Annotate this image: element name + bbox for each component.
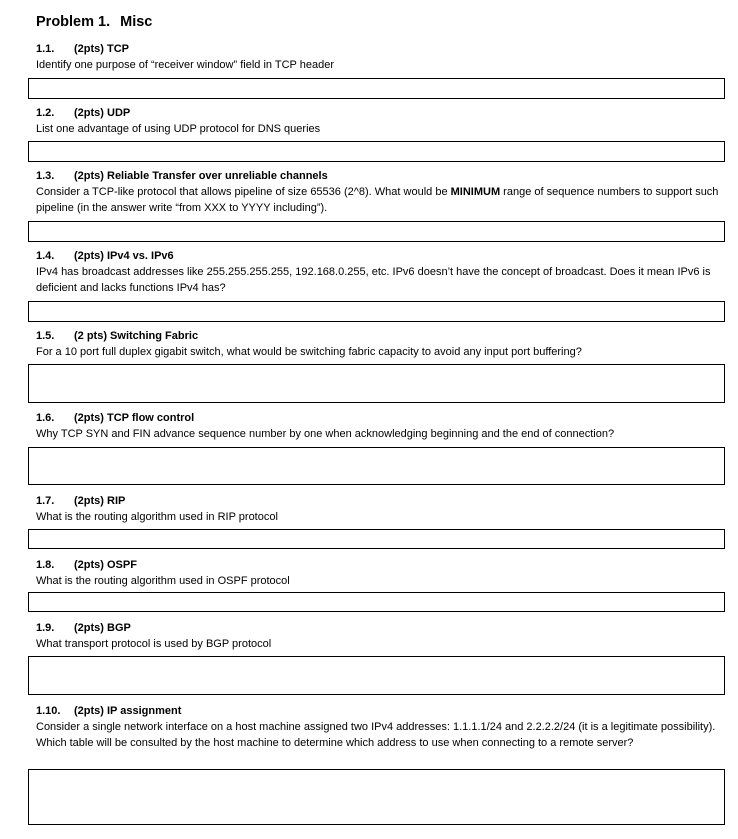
question-1-4: [36, 248, 726, 296]
question-title: (2pts) IPv4 vs. IPv6: [74, 250, 174, 262]
answer-box-1-1[interactable]: [28, 78, 725, 99]
question-text: What transport protocol is used by BGP protocol: [36, 638, 272, 650]
question-title: (2pts) IP assignment: [74, 705, 182, 717]
answer-box-1-3[interactable]: [28, 221, 725, 242]
question-1-2: [36, 105, 726, 137]
question-heading: [36, 620, 726, 636]
question-text-part: range of sequence numbers to support such pipeline (in the answer write “from XXX to YYYY including”).: [36, 186, 719, 214]
question-title: (2pts) TCP flow control: [74, 412, 195, 424]
question-text: List one advantage of using UDP protocol for DNS queries: [36, 123, 321, 135]
problem-name: Misc: [120, 14, 153, 30]
question-text: What is the routing algorithm used in RIP protocol: [36, 511, 278, 523]
question-heading: [36, 168, 726, 184]
question-1-5: [36, 328, 726, 360]
question-text: IPv4 has broadcast addresses like 255.255.255.255, 192.168.0.255, etc. IPv6 doesn’t have the concept of broadcast. Does it mean IPv6 is deficient and lacks functions IPv4 has?: [36, 266, 711, 294]
question-number: 1.9.: [36, 622, 55, 634]
question-number: 1.8.: [36, 559, 55, 571]
answer-box-1-8[interactable]: [28, 592, 725, 612]
question-heading: [36, 703, 726, 719]
answer-box-1-7[interactable]: [28, 529, 725, 549]
problem-number: Problem 1.: [36, 14, 111, 30]
question-1-1: [36, 41, 726, 73]
question-number: 1.2.: [36, 107, 55, 119]
question-number: 1.1.: [36, 43, 55, 55]
question-1-10: [36, 703, 726, 751]
question-number: 1.6.: [36, 412, 55, 424]
question-text-part: Consider a TCP-like protocol that allows pipeline of size 65536 (2^8). What would be: [36, 186, 451, 198]
question-number: 1.4.: [36, 250, 55, 262]
question-heading: [36, 105, 726, 121]
question-title: (2pts) BGP: [74, 622, 131, 634]
question-title: (2pts) UDP: [74, 107, 131, 119]
question-title: (2pts) RIP: [74, 495, 126, 507]
answer-box-1-5[interactable]: [28, 364, 725, 403]
question-text: Why TCP SYN and FIN advance sequence number by one when acknowledging beginning and the end of connection?: [36, 428, 615, 440]
answer-box-1-2[interactable]: [28, 141, 725, 162]
problem-title: [36, 14, 152, 30]
question-text-emphasis: MINIMUM: [450, 186, 501, 198]
question-number: 1.5.: [36, 330, 55, 342]
question-heading: [36, 493, 726, 509]
question-title: (2pts) TCP: [74, 43, 129, 55]
question-text: Consider a single network interface on a host machine assigned two IPv4 addresses: 1.1.1.1/24 and 2.2.2.2/24 (it is a legitimate possibility). Which table will be consulted by the host machine to determine which address to use when connecting to a remote server?: [36, 721, 716, 749]
answer-box-1-9[interactable]: [28, 656, 725, 695]
question-number: 1.7.: [36, 495, 55, 507]
question-1-9: [36, 620, 726, 652]
question-heading: [36, 248, 726, 264]
question-1-7: [36, 493, 726, 525]
answer-box-1-10[interactable]: [28, 769, 725, 825]
question-title: (2 pts) Switching Fabric: [74, 330, 199, 342]
question-number: 1.10.: [36, 705, 61, 717]
question-heading: [36, 410, 726, 426]
answer-box-1-6[interactable]: [28, 447, 725, 485]
question-number: 1.3.: [36, 170, 55, 182]
question-text: What is the routing algorithm used in OSPF protocol: [36, 575, 290, 587]
answer-box-1-4[interactable]: [28, 301, 725, 322]
question-text: [36, 184, 726, 216]
question-1-6: [36, 410, 726, 442]
question-text: Identify one purpose of “receiver window” field in TCP header: [36, 59, 334, 71]
question-1-8: [36, 557, 726, 589]
question-title: (2pts) Reliable Transfer over unreliable channels: [74, 170, 328, 182]
question-heading: [36, 557, 726, 573]
question-text: For a 10 port full duplex gigabit switch, what would be switching fabric capacity to avoid any input port buffering?: [36, 346, 582, 358]
question-title: (2pts) OSPF: [74, 559, 137, 571]
question-heading: [36, 328, 726, 344]
question-heading: [36, 41, 726, 57]
question-1-3: [36, 168, 726, 216]
